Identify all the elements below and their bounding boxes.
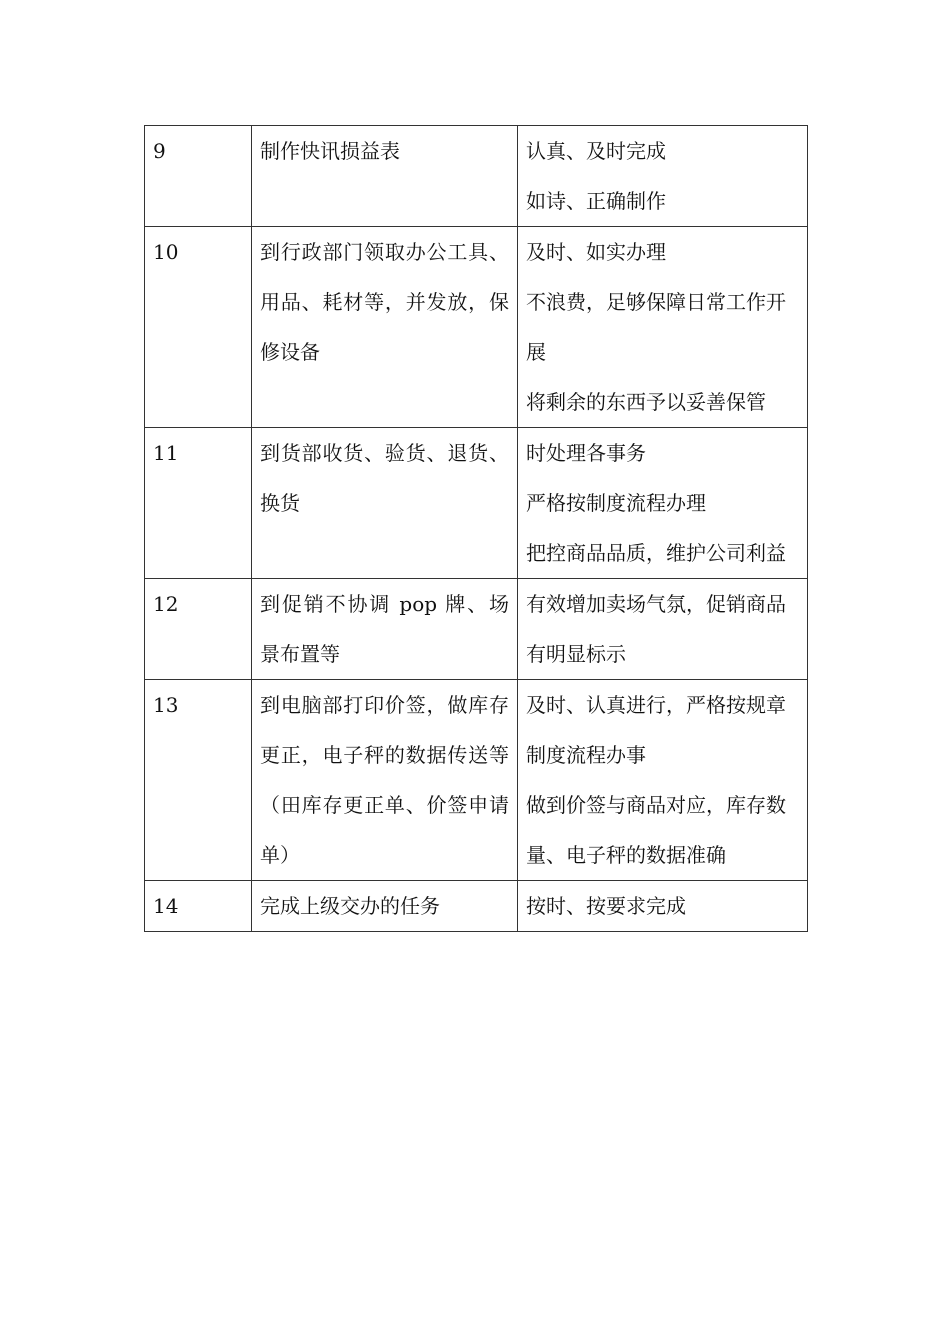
requirement-line: 把控商品品质，维护公司利益 <box>526 541 786 565</box>
requirement-line: 做到价签与商品对应，库存数量、电子秤的数据准确 <box>526 793 786 867</box>
requirement-line: 时处理各事务 <box>526 441 646 465</box>
task-description: 完成上级交办的任务 <box>252 881 518 932</box>
table-row <box>145 126 808 227</box>
requirement-line: 有效增加卖场气氛，促销商品有明显标示 <box>526 592 786 666</box>
requirement-line: 不浪费，足够保障日常工作开展 <box>526 290 786 364</box>
requirement-line: 及时、认真进行，严格按规章制度流程办事 <box>526 693 786 767</box>
row-number: 14 <box>145 881 252 932</box>
task-description: 到行政部门领取办公工具、用品、耗材等，并发放，保修设备 <box>252 227 518 428</box>
requirements-cell <box>518 227 808 428</box>
row-number: 11 <box>145 428 252 579</box>
task-description: 到促销不协调 pop 牌、场景布置等 <box>252 579 518 680</box>
table-row <box>145 428 808 579</box>
requirement-line: 严格按制度流程办理 <box>526 491 706 515</box>
requirement-line: 如诗、正确制作 <box>526 189 666 213</box>
requirements-cell <box>518 579 808 680</box>
requirement-line: 及时、如实办理 <box>526 240 666 264</box>
table-row <box>145 881 808 932</box>
task-description: 到电脑部打印价签，做库存更正，电子秤的数据传送等（田库存更正单、价签申请单） <box>252 680 518 881</box>
duty-table <box>144 125 808 932</box>
requirements-cell <box>518 881 808 932</box>
requirements-cell <box>518 680 808 881</box>
row-number: 13 <box>145 680 252 881</box>
table-row <box>145 227 808 428</box>
row-number: 10 <box>145 227 252 428</box>
row-number: 12 <box>145 579 252 680</box>
task-description: 制作快讯损益表 <box>252 126 518 227</box>
requirement-line: 将剩余的东西予以妥善保管 <box>526 390 766 414</box>
requirements-cell <box>518 126 808 227</box>
table-row <box>145 579 808 680</box>
requirement-line: 按时、按要求完成 <box>526 894 686 918</box>
task-description: 到货部收货、验货、退货、换货 <box>252 428 518 579</box>
row-number: 9 <box>145 126 252 227</box>
table-row <box>145 680 808 881</box>
requirement-line: 认真、及时完成 <box>526 139 666 163</box>
requirements-cell <box>518 428 808 579</box>
